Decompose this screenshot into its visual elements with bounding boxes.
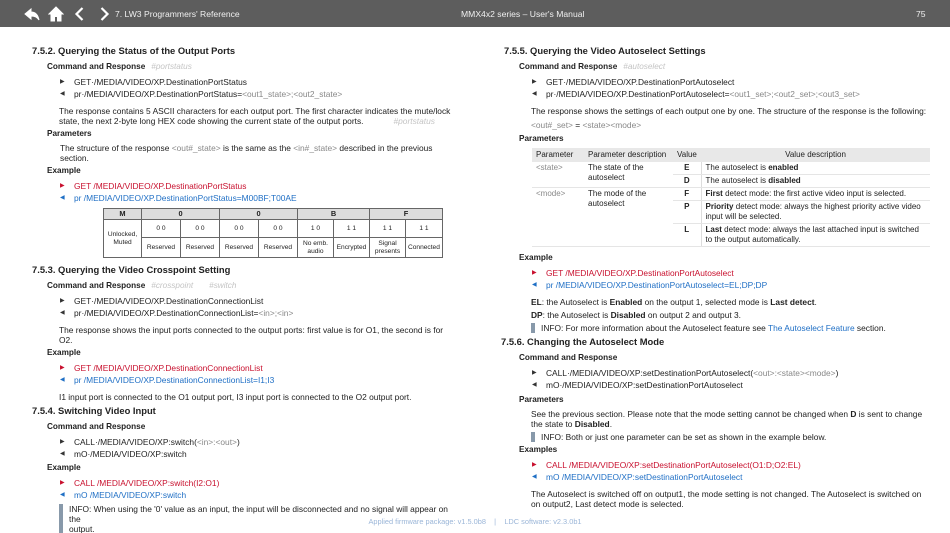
description: The response shows the settings of each output one by one. The structure of the response is the following: bbox=[531, 106, 927, 116]
example-cmd: ▶ GET /MEDIA/VIDEO/XP.DestinationPortStatus bbox=[60, 181, 247, 191]
hashtag: #crosspoint bbox=[151, 281, 194, 290]
section-title-754: 7.5.4. Switching Video Input bbox=[32, 405, 156, 416]
left-column bbox=[32, 45, 457, 533]
next-icon[interactable] bbox=[95, 5, 113, 23]
example-resp: ◀ pr /MEDIA/VIDEO/XP.DestinationConnectionList=I1;I3 bbox=[60, 375, 275, 385]
table-cell: Connected bbox=[406, 238, 443, 258]
page-number: 75 bbox=[916, 9, 926, 19]
arrow-right-icon: ▶ bbox=[60, 183, 65, 189]
section-title-756: 7.5.6. Changing the Autoselect Mode bbox=[501, 336, 665, 347]
table-cell: Reserved bbox=[142, 238, 181, 258]
section-title-752: 7.5.2. Querying the Status of the Output Ports bbox=[32, 45, 236, 56]
params-heading: Parameters bbox=[519, 134, 564, 143]
structure: <out#_set> = <state><mode> bbox=[531, 120, 642, 130]
autoselect-feature-link[interactable]: The Autoselect Feature bbox=[768, 323, 855, 333]
chapter-title: 7. LW3 Programmers' Reference bbox=[115, 9, 240, 19]
autoselect-params-table bbox=[532, 148, 930, 247]
arrow-right-icon: ▶ bbox=[532, 270, 537, 276]
manual-title: MMX4x2 series – User's Manual bbox=[461, 9, 585, 19]
example-heading: Example bbox=[47, 348, 81, 357]
arrow-left-icon: ◀ bbox=[532, 282, 537, 288]
hashtag: #portstatus bbox=[151, 62, 192, 71]
note: The Autoselect is switched off on output1, the mode setting is not changed. The Autoselect is switched on on output2, Last detect mode is selected. bbox=[531, 489, 922, 509]
home-icon[interactable] bbox=[47, 5, 65, 23]
section-title-753: 7.5.3. Querying the Video Crosspoint Setting bbox=[32, 264, 231, 275]
table-cell: Signal presents bbox=[370, 238, 406, 258]
table-cell: 1 1 bbox=[406, 220, 443, 238]
table-row: L Last detect mode: always the last attached input is switched to the output automatically. bbox=[532, 224, 930, 247]
cmd-line: ▶ CALL·/MEDIA/VIDEO/XP:setDestinationPortAutoselect(<out>:<state><mode>) bbox=[532, 368, 839, 378]
example-heading: Example bbox=[519, 253, 553, 262]
arrow-left-icon: ◀ bbox=[532, 474, 537, 480]
table-cell: 0 bbox=[142, 209, 220, 220]
section-title-755: 7.5.5. Querying the Video Autoselect Settings bbox=[504, 45, 706, 56]
cmd-line: ▶ GET·/MEDIA/VIDEO/XP.DestinationConnectionList bbox=[60, 296, 264, 306]
table-header: Parameter bbox=[532, 148, 584, 162]
arrow-right-icon: ▶ bbox=[60, 480, 65, 486]
example-resp: ◀ mO /MEDIA/VIDEO/XP:switch bbox=[60, 490, 187, 500]
table-cell: B bbox=[298, 209, 370, 220]
back-icon[interactable] bbox=[23, 5, 41, 23]
arrow-left-icon: ◀ bbox=[60, 91, 65, 97]
nav-toolbar bbox=[23, 5, 113, 23]
example-resp: ◀ pr /MEDIA/VIDEO/XP.DestinationPortStatus=M00BF;T00AE bbox=[60, 193, 297, 203]
example-resp: ◀ pr /MEDIA/VIDEO/XP.DestinationPortAutoselect=EL;DP;DP bbox=[532, 280, 768, 290]
port-status-table bbox=[103, 208, 443, 258]
example-explain-el: EL: the Autoselect is Enabled on the output 1, selected mode is Last detect. bbox=[531, 297, 817, 307]
arrow-left-icon: ◀ bbox=[532, 91, 537, 97]
info-box: INFO: When using the '0' value as an input, the input will be disconnected and no signal will appear on the output. bbox=[59, 504, 457, 533]
cmd-response-heading: Command and Response #portstatus bbox=[47, 62, 192, 71]
cmd-line: ▶ GET·/MEDIA/VIDEO/XP.DestinationPortStatus bbox=[60, 77, 247, 87]
arrow-right-icon: ▶ bbox=[532, 462, 537, 468]
description: The response shows the input ports connected to the output ports: first value is for O1, the second is for O2. bbox=[59, 325, 444, 345]
table-cell: Encrypted bbox=[334, 238, 370, 258]
table-row: <state> The state of the autoselect E The autoselect is enabled bbox=[532, 162, 930, 175]
table-cell: 0 0 bbox=[259, 220, 298, 238]
table-header: Parameter description bbox=[584, 148, 673, 162]
table-row: D The autoselect is disabled bbox=[532, 175, 930, 188]
prev-icon[interactable] bbox=[71, 5, 89, 23]
arrow-left-icon: ◀ bbox=[60, 377, 65, 383]
cmd-response-heading: Command and Response bbox=[47, 422, 146, 431]
table-cell: Reserved bbox=[259, 238, 298, 258]
resp-line: ◀ mO·/MEDIA/VIDEO/XP:setDestinationPortAutoselect bbox=[532, 380, 743, 390]
example-heading: Example bbox=[47, 166, 81, 175]
table-cell: 1 1 bbox=[370, 220, 406, 238]
example-explain-dp: DP: the Autoselect is Disabled on output 2 and output 3. bbox=[531, 310, 741, 320]
table-cell: 0 0 bbox=[181, 220, 220, 238]
example-cmd: ▶ CALL /MEDIA/VIDEO/XP:switch(I2:O1) bbox=[60, 478, 220, 488]
arrow-left-icon: ◀ bbox=[60, 492, 65, 498]
examples-heading: Examples bbox=[519, 445, 558, 454]
example-cmd: ▶ CALL /MEDIA/VIDEO/XP:setDestinationPortAutoselect(O1:D;O2:EL) bbox=[532, 460, 801, 470]
table-row: P Priority detect mode: always the highest priority active video input will be selected. bbox=[532, 201, 930, 224]
params-heading: Parameters bbox=[47, 129, 92, 138]
resp-line: ◀ pr·/MEDIA/VIDEO/XP.DestinationPortAutoselect=<out1_set>;<out2_set>;<out3_set> bbox=[532, 89, 860, 99]
arrow-right-icon: ▶ bbox=[60, 79, 65, 85]
resp-line: ◀ pr·/MEDIA/VIDEO/XP.DestinationConnectionList=<in>;<in> bbox=[60, 308, 294, 318]
description: The response contains 5 ASCII characters for each output port. The first character indicates the mute/lock state, the next 2-byte long HEX code showing the current state of the output ports. #portstatus bbox=[59, 106, 451, 126]
table-cell: 1 0 bbox=[298, 220, 334, 238]
info-box: INFO: Both or just one parameter can be set as shown in the example below. bbox=[531, 432, 928, 442]
table-cell: 1 1 bbox=[334, 220, 370, 238]
table-cell: 0 bbox=[220, 209, 298, 220]
table-cell: Unlocked, Muted bbox=[104, 220, 142, 258]
table-cell: Reserved bbox=[220, 238, 259, 258]
footer bbox=[0, 517, 950, 526]
params-heading: Parameters bbox=[519, 395, 564, 404]
cmd-line: ▶ CALL·/MEDIA/VIDEO/XP:switch(<in>:<out>) bbox=[60, 437, 240, 447]
arrow-right-icon: ▶ bbox=[532, 79, 537, 85]
separator: | bbox=[494, 517, 497, 526]
example-heading: Example bbox=[47, 463, 81, 472]
arrow-left-icon: ◀ bbox=[60, 195, 65, 201]
hashtag: #switch bbox=[209, 281, 237, 290]
firmware-version: Applied firmware package: v1.5.0b8 bbox=[368, 517, 486, 526]
table-cell: 0 0 bbox=[220, 220, 259, 238]
arrow-right-icon: ▶ bbox=[60, 298, 65, 304]
arrow-right-icon: ▶ bbox=[60, 439, 65, 445]
right-column bbox=[501, 45, 928, 512]
info-box: INFO: For more information about the Autoselect feature see The Autoselect Feature section. bbox=[531, 323, 928, 333]
cmd-response-heading: Command and Response #autoselect bbox=[519, 62, 666, 71]
arrow-right-icon: ▶ bbox=[60, 365, 65, 371]
table-cell: Reserved bbox=[181, 238, 220, 258]
table-header: Value bbox=[673, 148, 701, 162]
cmd-response-heading: Command and Response #crosspoint #switch bbox=[47, 281, 237, 290]
params-text: See the previous section. Please note that the mode setting cannot be changed when D is sent to change the state to Disabled. bbox=[531, 409, 923, 429]
table-cell: No emb. audio bbox=[298, 238, 334, 258]
note: I1 input port is connected to the O1 output port, I3 input port is connected to the O2 output port. bbox=[59, 392, 412, 402]
resp-line: ◀ pr·/MEDIA/VIDEO/XP.DestinationPortStatus=<out1_state>;<out2_state> bbox=[60, 89, 343, 99]
params-text: The structure of the response <out#_state> is the same as the <in#_state> described in the previous section. bbox=[60, 143, 433, 163]
table-cell: 0 0 bbox=[142, 220, 181, 238]
example-resp: ◀ mO /MEDIA/VIDEO/XP:setDestinationPortAutoselect bbox=[532, 472, 743, 482]
ldc-version: LDC software: v2.3.0b1 bbox=[504, 517, 582, 526]
table-cell: M bbox=[104, 209, 142, 220]
cmd-response-heading: Command and Response bbox=[519, 353, 618, 362]
arrow-left-icon: ◀ bbox=[532, 382, 537, 388]
arrow-left-icon: ◀ bbox=[60, 451, 65, 457]
hashtag: #autoselect bbox=[623, 62, 666, 71]
table-header: Value description bbox=[701, 148, 930, 162]
top-bar bbox=[0, 0, 950, 27]
table-cell: F bbox=[370, 209, 443, 220]
example-cmd: ▶ GET /MEDIA/VIDEO/XP.DestinationConnectionList bbox=[60, 363, 263, 373]
arrow-left-icon: ◀ bbox=[60, 310, 65, 316]
example-cmd: ▶ GET /MEDIA/VIDEO/XP.DestinationPortAutoselect bbox=[532, 268, 734, 278]
cmd-line: ▶ GET·/MEDIA/VIDEO/XP.DestinationPortAutoselect bbox=[532, 77, 735, 87]
resp-line: ◀ mO·/MEDIA/VIDEO/XP:switch bbox=[60, 449, 187, 459]
arrow-right-icon: ▶ bbox=[532, 370, 537, 376]
table-row: <mode> The mode of the autoselect F First detect mode: the first active video input is selected. bbox=[532, 188, 930, 201]
